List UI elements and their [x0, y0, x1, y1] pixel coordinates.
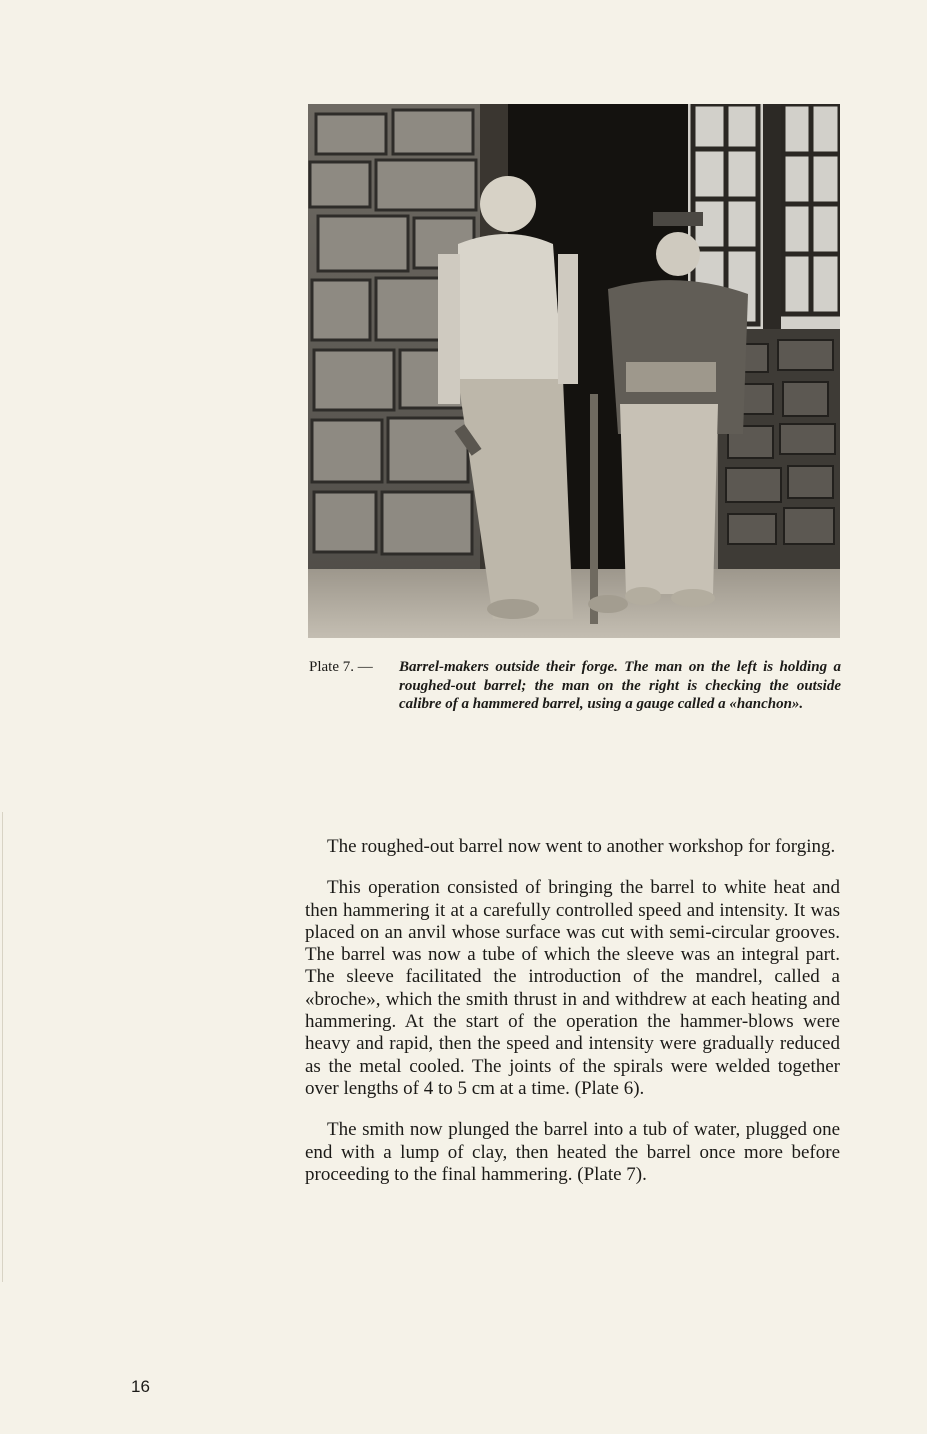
page-number: 16	[131, 1377, 150, 1396]
caption-label: Plate 7. —	[309, 659, 373, 675]
caption-text: Barrel-makers outside their forge. The man on the left is holding a roughed-out barrel; the man on the right is checking the outside calibre of a hammered barrel, using a gauge called a «hanchon».	[399, 659, 841, 712]
photograph-icon	[308, 104, 840, 638]
page-edge-line	[2, 812, 3, 1282]
plate-7-photograph	[308, 104, 840, 638]
paragraph: The roughed-out barrel now went to another workshop for forging.	[327, 836, 836, 857]
body-text	[305, 836, 840, 1205]
paragraph: The smith now plunged the barrel into a tub of water, plugged one end with a lump of clay, then heated the barrel once more before proceeding to the final hammering. (Plate 7).	[305, 1119, 840, 1185]
paragraph: This operation consisted of bringing the barrel to white heat and then hammering it at a carefully controlled speed and intensity. It was placed on an anvil whose surface was cut with semi-circular grooves. The barrel was now a tube of which the sleeve was an integral part. The sleeve facilitated the introduction of the mandrel, called a «broche», which the smith thrust in and withdrew at each heating and hammering. At the start of the operation the hammer-blows were heavy and rapid, then the speed and intensity were gradually reduced as the metal cooled. The joints of the spirals were welded together over lengths of 4 to 5 cm at a time. (Plate 6).	[305, 877, 840, 1099]
plate-caption	[309, 658, 841, 714]
